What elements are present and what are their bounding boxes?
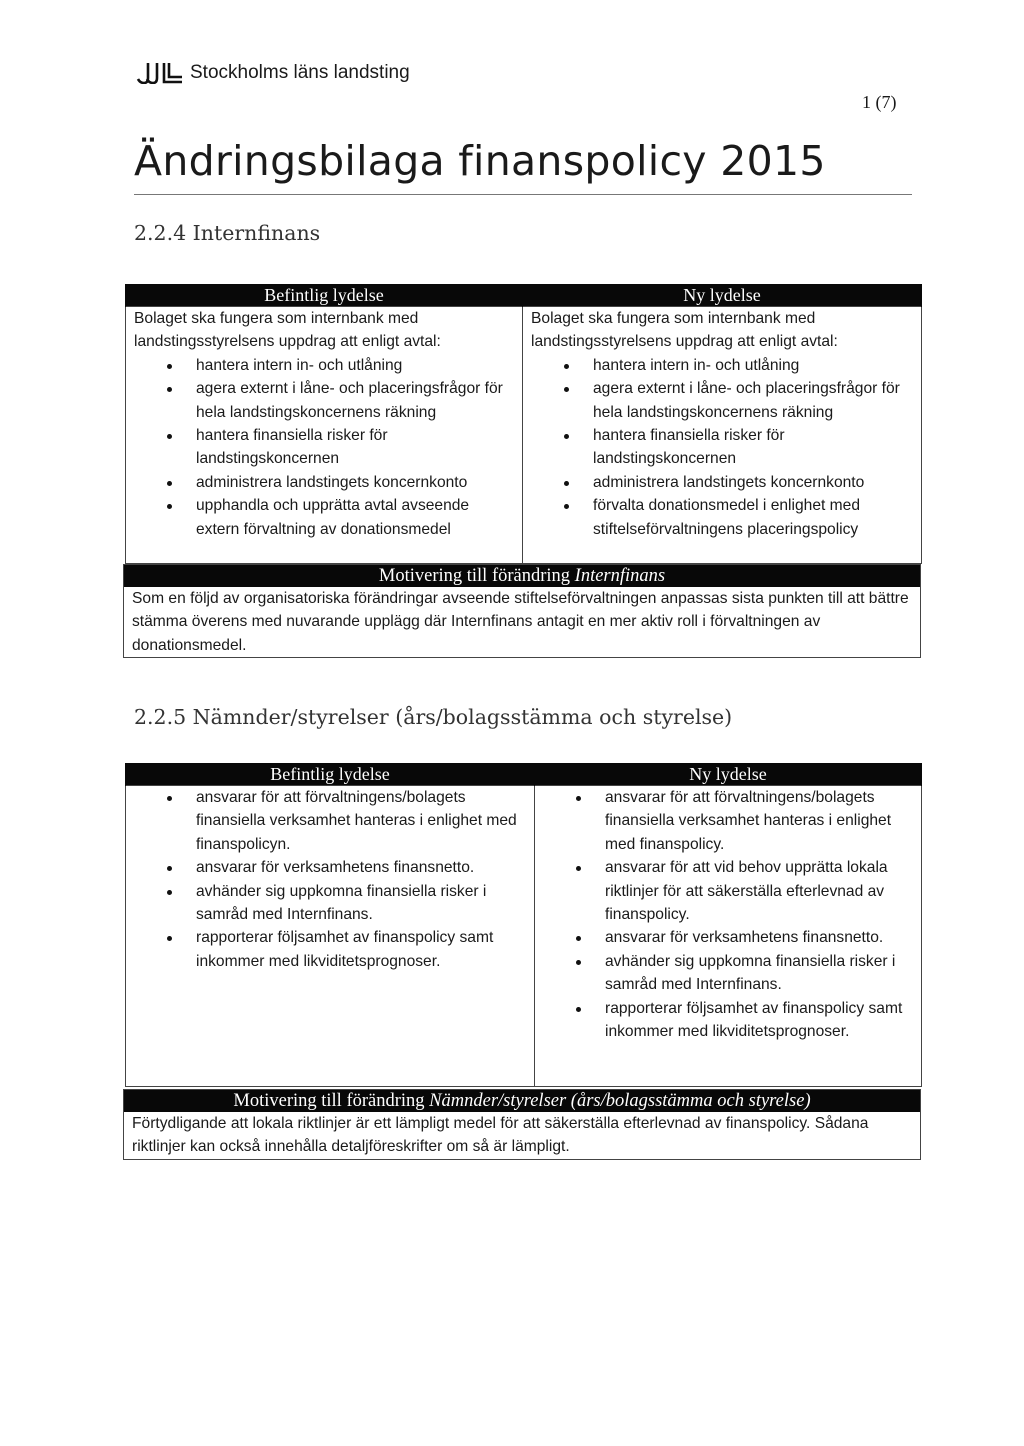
list-item: rapporterar följsamhet av finanspolicy samt inkommer med likviditetsprognoser. <box>134 926 528 973</box>
new-intro: Bolaget ska fungera som internbank med landstingsstyrelsens uppdrag att enligt avtal: <box>531 310 838 351</box>
motivation-label: Motivering till förändring <box>378 566 571 586</box>
existing-list <box>134 354 516 541</box>
list-item: hantera finansiella risker för landstingskoncernen <box>134 424 516 471</box>
new-list <box>531 354 915 541</box>
title-divider <box>134 194 912 195</box>
list-item: ansvarar för verksamhetens finansnetto. <box>543 926 915 949</box>
new-wording-cell <box>523 307 922 564</box>
column-header-new: Ny lydelse <box>535 763 922 786</box>
existing-list <box>134 786 528 973</box>
motivation-text: Förtydligande att lokala riktlinjer är ett lämpligt medel för att säkerställa efterlevnad av finanspolicy. Sådana riktlinjer kan också innehålla detaljföreskrifter om så är lämpligt. <box>132 1115 869 1156</box>
column-header-existing: Befintlig lydelse <box>126 284 523 307</box>
list-item: agera externt i låne- och placeringsfrågor för hela landstingskoncernens räkning <box>134 377 516 424</box>
list-item: administrera landstingets koncernkonto <box>134 471 516 494</box>
list-item: hantera finansiella risker för landstingskoncernen <box>531 424 915 471</box>
new-list <box>543 786 915 1043</box>
document-title: Ändringsbilaga finanspolicy 2015 <box>134 137 826 185</box>
list-item: ansvarar för verksamhetens finansnetto. <box>134 856 528 879</box>
section-heading-internfinans: 2.2.4 Internfinans <box>134 221 321 245</box>
page-number: 1 (7) <box>862 92 897 112</box>
list-item: avhänder sig uppkomna finansiella risker i samråd med Internfinans. <box>543 950 915 997</box>
motivation-topic: Internfinans <box>574 566 666 586</box>
list-item: hantera intern in- och utlåning <box>531 354 915 377</box>
motivation-box-namnder <box>123 1089 921 1160</box>
comparison-table-internfinans <box>125 284 922 564</box>
new-wording-cell <box>535 786 922 1087</box>
section-heading-namnder: 2.2.5 Nämnder/styrelser (års/bolagsstämma och styrelse) <box>134 705 733 729</box>
motivation-topic: Nämnder/styrelser (års/bolagsstämma och styrelse) <box>429 1091 811 1111</box>
list-item: rapporterar följsamhet av finanspolicy samt inkommer med likviditetsprognoser. <box>543 997 915 1044</box>
list-item: agera externt i låne- och placeringsfrågor för hela landstingskoncernens räkning <box>531 377 915 424</box>
motivation-text: Som en följd av organisatoriska förändringar avseende stiftelseförvaltningen anpassas sista punkten till att bättre stämma överens med nuvarande upplägg där Internfinans antagit en mer aktiv roll i förvaltningen av donationsmedel. <box>132 590 909 654</box>
list-item: förvalta donationsmedel i enlighet med stiftelseförvaltningens placeringspolicy <box>531 494 915 541</box>
existing-intro: Bolaget ska fungera som internbank med landstingsstyrelsens uppdrag att enligt avtal: <box>134 310 441 351</box>
motivation-header <box>124 565 920 587</box>
existing-wording-cell <box>126 307 523 564</box>
comparison-table-namnder <box>125 763 922 1087</box>
list-item: ansvarar för att förvaltningens/bolagets finansiella verksamhet hanteras i enlighet med finanspolicy. <box>543 786 915 856</box>
list-item: hantera intern in- och utlåning <box>134 354 516 377</box>
motivation-box-internfinans <box>123 564 921 658</box>
list-item: ansvarar för att vid behov upprätta lokala riktlinjer för att säkerställa efterlevnad av finanspolicy. <box>543 856 915 926</box>
column-header-new: Ny lydelse <box>523 284 922 307</box>
list-item: administrera landstingets koncernkonto <box>531 471 915 494</box>
sll-logo-icon <box>136 62 184 84</box>
existing-wording-cell <box>126 786 535 1087</box>
org-name: Stockholms läns landsting <box>190 62 410 83</box>
org-logo <box>136 62 410 84</box>
motivation-header <box>124 1090 920 1112</box>
motivation-label: Motivering till förändring <box>233 1091 425 1111</box>
column-header-existing: Befintlig lydelse <box>126 763 535 786</box>
list-item: ansvarar för att förvaltningens/bolagets finansiella verksamhet hanteras i enlighet med finanspolicyn. <box>134 786 528 856</box>
list-item: avhänder sig uppkomna finansiella risker i samråd med Internfinans. <box>134 880 528 927</box>
list-item: upphandla och upprätta avtal avseende extern förvaltning av donationsmedel <box>134 494 516 541</box>
